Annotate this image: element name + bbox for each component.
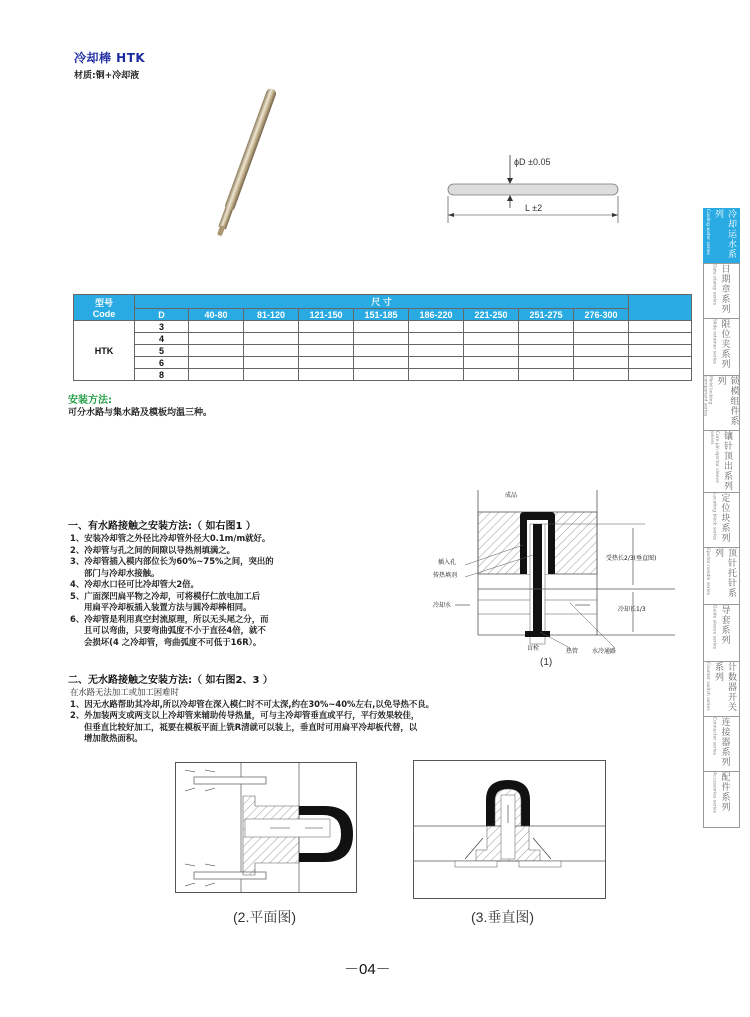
- sidebar-item-date-stamp[interactable]: [703, 263, 740, 318]
- page-number: －04－: [344, 961, 391, 978]
- sidebar-item-label-en: Cooling water series: [705, 209, 710, 255]
- list-item: 5、广面深凹扁平物之冷却，可将模仔仁放电加工后: [70, 590, 261, 601]
- sidebar-item-label-en: Slide retainer series: [711, 319, 717, 364]
- size-header: 尺 寸: [135, 295, 629, 309]
- sidebar-item-core-pin[interactable]: [703, 430, 740, 492]
- length-range-header: 81-120: [244, 309, 299, 321]
- sidebar-item-locating-block[interactable]: [703, 492, 740, 547]
- list-item: 4、冷却水口径可比冷却管大2倍。: [70, 579, 199, 589]
- sidebar-item-label: 镶针顶出系列: [722, 431, 732, 491]
- table-row: [74, 321, 692, 333]
- list-item: 且可以弯曲，只要弯曲弧度不小于直径4倍，就不: [84, 625, 266, 635]
- sidebar-item-label-en: Connector series: [711, 717, 717, 755]
- table-row: [74, 369, 692, 381]
- sidebar-item-cooling-water[interactable]: [703, 208, 740, 263]
- label-blind-plug: 盲栓: [527, 645, 540, 652]
- length-range-header: 186-220: [409, 309, 464, 321]
- length-range-header: 151-185: [354, 309, 409, 321]
- length-range-header: 276-300: [574, 309, 629, 321]
- sidebar-item-connector[interactable]: [703, 716, 740, 771]
- sidebar-item-label-en: Accessories series: [711, 772, 717, 814]
- list-item: 1、因无水路帮助其冷却,所以冷却管在深入模仁时不可太深,约在30%~40%左右,以免导热不良。: [70, 698, 434, 709]
- list-item: 用扁平冷却板插入装置方法与圆冷却棒相同。: [84, 602, 252, 612]
- code-header-cn: 型号: [94, 298, 113, 308]
- sidebar-item-label-en: Mold locking component series: [702, 376, 713, 417]
- diameter-cell: 3: [135, 321, 189, 333]
- length-range-header: 251-275: [519, 309, 574, 321]
- model-cell: HTK: [74, 321, 135, 381]
- diameter-cell: 6: [135, 357, 189, 369]
- diameter-tolerance-label: ϕD ±0.05: [514, 157, 551, 167]
- table-row: [74, 333, 692, 345]
- length-range-header: 221-250: [464, 309, 519, 321]
- list-item: 2、外加装两支或两支以上冷却管来辅助传导热量，可与主冷却管垂直或平行，平行效果较佳，: [70, 710, 420, 720]
- code-header-en: Code: [92, 309, 116, 319]
- product-title: 冷却棒 HTK: [74, 51, 146, 65]
- sidebar-item-label: 定位块系列: [719, 493, 730, 543]
- figure2-caption: (2.平面图): [233, 909, 296, 925]
- list-item: 6、冷却管是利用真空封流原理，所以无头尾之分，而: [70, 613, 269, 624]
- diameter-cell: 8: [135, 369, 189, 381]
- material-text: 材质:铜+冷却液: [74, 71, 140, 81]
- diameter-cell: 4: [135, 333, 189, 345]
- sidebar-item-label-en: Core pin ejector sleeve series: [709, 431, 719, 483]
- blank-header: [629, 295, 692, 321]
- sidebar-item-label-en: Counter switch series: [705, 662, 710, 711]
- figure3-vertical-view: [413, 760, 606, 900]
- table-row: [74, 345, 692, 357]
- sidebar-item-ejector-needle[interactable]: [703, 547, 740, 604]
- sidebar-item-label: 顶针托针系列: [713, 548, 736, 598]
- sidebar-item-label: 配件系列: [719, 772, 730, 812]
- list-item: 会损坏(4 之冷却管，弯曲弧度不可低于16R）。: [84, 636, 262, 647]
- label-thermal-fill: 传热填剂: [433, 572, 458, 579]
- sidebar-item-label: 锁模组件系列: [715, 376, 739, 426]
- spec-table: [73, 294, 692, 381]
- diameter-cell: 5: [135, 345, 189, 357]
- sidebar-item-accessories[interactable]: [703, 771, 740, 828]
- code-header: [74, 295, 135, 321]
- section2-intro: 在水路无法加工或加工困难时: [70, 687, 179, 697]
- list-item: 1、安装冷却管之外径比冷却管外径大0.1m/m就好。: [70, 533, 271, 543]
- section2-heading: 二、无水路接触之安装方法:（ 如右图2、3 ）: [68, 675, 273, 686]
- list-item: 但垂直比较好加工，祗要在模板平面上铣R清就可以装上，垂直时可用扁平冷却板代替，以: [84, 721, 418, 732]
- label-cooling-water: 冷却水: [433, 602, 452, 609]
- label-product: 成品: [505, 492, 518, 499]
- sidebar-item-label: 冷却运水系列: [713, 209, 736, 259]
- sidebar-item-label: 限位夹系列: [719, 319, 730, 369]
- table-row: [74, 357, 692, 369]
- sidebar-item-label-en: Guide sleeve series: [711, 605, 717, 649]
- label-heat-pipe: 热管: [566, 648, 579, 655]
- sidebar-item-label: 计数器开关系列: [713, 662, 736, 712]
- cooling-rod-photo: [210, 80, 280, 250]
- label-heated-length: 受热长2/3(垂直图): [606, 555, 657, 562]
- sidebar-item-guide-sleeve[interactable]: [703, 604, 740, 661]
- figure1-caption: (1): [540, 657, 553, 668]
- sidebar-item-label: 日期章系列: [719, 264, 730, 314]
- length-tolerance-label: L ±2: [525, 203, 543, 213]
- figure2-plan-view: [175, 762, 357, 894]
- section1-list: [70, 533, 370, 648]
- label-water-channel: 水冷通路: [592, 648, 617, 655]
- figure3-caption: (3.垂直图): [471, 909, 534, 925]
- sidebar-item-slide-retainer[interactable]: [703, 318, 740, 375]
- label-cooling-length: 冷却长1/3: [618, 606, 646, 613]
- install-summary: 可分水路与集水路及模板均温三种。: [68, 408, 213, 418]
- category-sidebar: [703, 208, 740, 828]
- list-item: 3、冷却管插入模内部位长为60%~75%之间，突出的: [70, 556, 274, 566]
- sidebar-item-label-en: Date stamp series: [711, 264, 717, 306]
- sidebar-item-label-en: Ejector needle series: [705, 548, 710, 596]
- section2-list: [70, 687, 470, 745]
- list-item: 部门与冷却水接触。: [84, 567, 160, 578]
- list-item: 2、冷却管与孔之间的间隙以导热剂填满之。: [70, 544, 235, 555]
- sidebar-item-label: 导套系列: [719, 605, 730, 645]
- length-range-header: 40-80: [189, 309, 244, 321]
- sidebar-item-label-en: Locating block series: [711, 493, 717, 541]
- d-header: D: [135, 309, 189, 321]
- sidebar-item-label: 连接器系列: [719, 717, 730, 767]
- install-heading: 安装方法:: [68, 395, 112, 406]
- section1-heading: 一、有水路接触之安装方法:（ 如右图1 ）: [68, 521, 256, 532]
- length-range-header: 121-150: [299, 309, 354, 321]
- list-item: 增加散热面积。: [84, 733, 143, 743]
- sidebar-item-mold-locking[interactable]: [703, 375, 740, 430]
- sidebar-item-counter-switch[interactable]: [703, 661, 740, 716]
- label-insert-hole: 插入孔: [438, 559, 457, 566]
